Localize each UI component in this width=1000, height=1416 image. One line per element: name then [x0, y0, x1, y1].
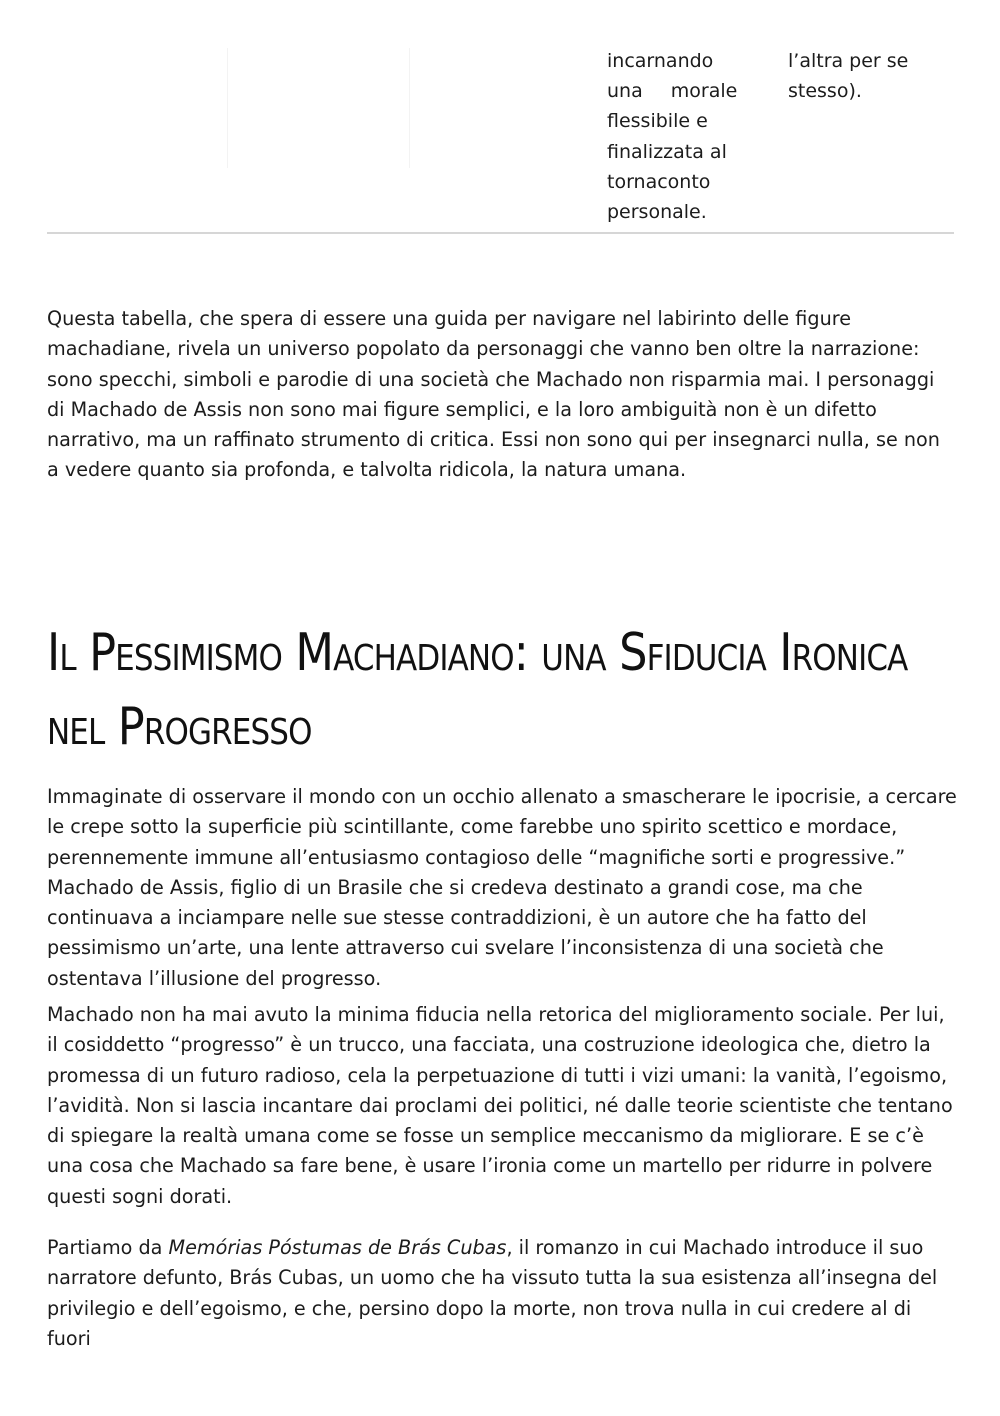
cell-text-line: finalizzata al [607, 140, 727, 163]
body-paragraph: Immaginate di osservare il mondo con un occhio allenato a smascherare le ipocrisie, a cercare le crepe sotto la superficie più scintillante, come farebbe uno spirito scettico e mordace, perennemente immune all’entusiasmo contagioso delle “magnifiche sorti e progressive.” Machado de Assis, figlio di un Brasile che si credeva destinato a grandi cose, ma che continuava a inciampare nelle sue stesse contraddizioni, è un autore che ha fatto del pessimismo un’arte, una lente attraverso cui svelare l’inconsistenza di una società che ostentava l’illusione del progresso. [47, 785, 957, 990]
column-divider [409, 48, 410, 168]
table-cell-empty [411, 44, 589, 224]
book-title: Memórias Póstumas de Brás Cubas [168, 1236, 507, 1259]
cell-text-line: l’altra per se [788, 50, 909, 72]
cell-text-line: stesso). [788, 80, 862, 103]
table-cell-empty [47, 44, 225, 224]
paragraph-text: , il romanzo in cui Machado introduce il suo narratore defunto, Brás Cubas, un uomo che ha vissuto tutta la sua esistenza all’insegna del privilegio e dell’egoismo, e che, persino dopo la morte, non trova nulla in cui credere al di fuori [47, 1236, 938, 1350]
table-cell-col4 [607, 46, 747, 227]
paragraph-text: Partiamo da [47, 1236, 169, 1259]
cell-text-line: flessibile e [607, 110, 708, 133]
table-cell-empty [229, 44, 407, 224]
table-fragment [47, 44, 954, 234]
cell-text-line: personale. [607, 201, 707, 224]
cell-text-line: tornaconto [607, 170, 711, 193]
body-paragraph: Machado non ha mai avuto la minima fiducia nella retorica del miglioramento sociale. Per lui, il cosiddetto “progresso” è un trucco, una facciata, una costruzione ideologica che, dietro la promessa di un futuro radioso, cela la perpetuazione di tutti i vizi umani: la vanità, l’egoismo, l’avidità. Non si lascia incantare dai proclami dei politici, né dalle teorie scientiste che tentano di spiegare la realtà umana come se fosse un semplice meccanismo da migliorare. E se c’è una cosa che Machado sa fare bene, è usare l’ironia come un martello per ridurre in polvere questi sogni dorati. [47, 1003, 953, 1208]
cell-text-line: incarnando [607, 50, 714, 72]
table-cell-col5 [788, 46, 938, 106]
body-paragraph [47, 1233, 957, 1354]
section-heading: Il Pessimismo Machadiano: una Sfiducia Ironica nel Progresso [47, 623, 908, 757]
cell-text-line: una morale [607, 80, 738, 103]
column-divider [227, 48, 228, 168]
body-paragraph: Questa tabella, che spera di essere una guida per navigare nel labirinto delle figure machadiane, rivela un universo popolato da personaggi che vanno ben oltre la narrazione: sono specchi, simboli e parodie di una società che Machado non risparmia mai. I personaggi di Machado de Assis non sono mai figure semplici, e la loro ambiguità non è un difetto narrativo, ma un raffinato strumento di critica. Essi non sono qui per insegnarci nulla, se non a vedere quanto sia profonda, e talvolta ridicola, la natura umana. [47, 307, 940, 482]
